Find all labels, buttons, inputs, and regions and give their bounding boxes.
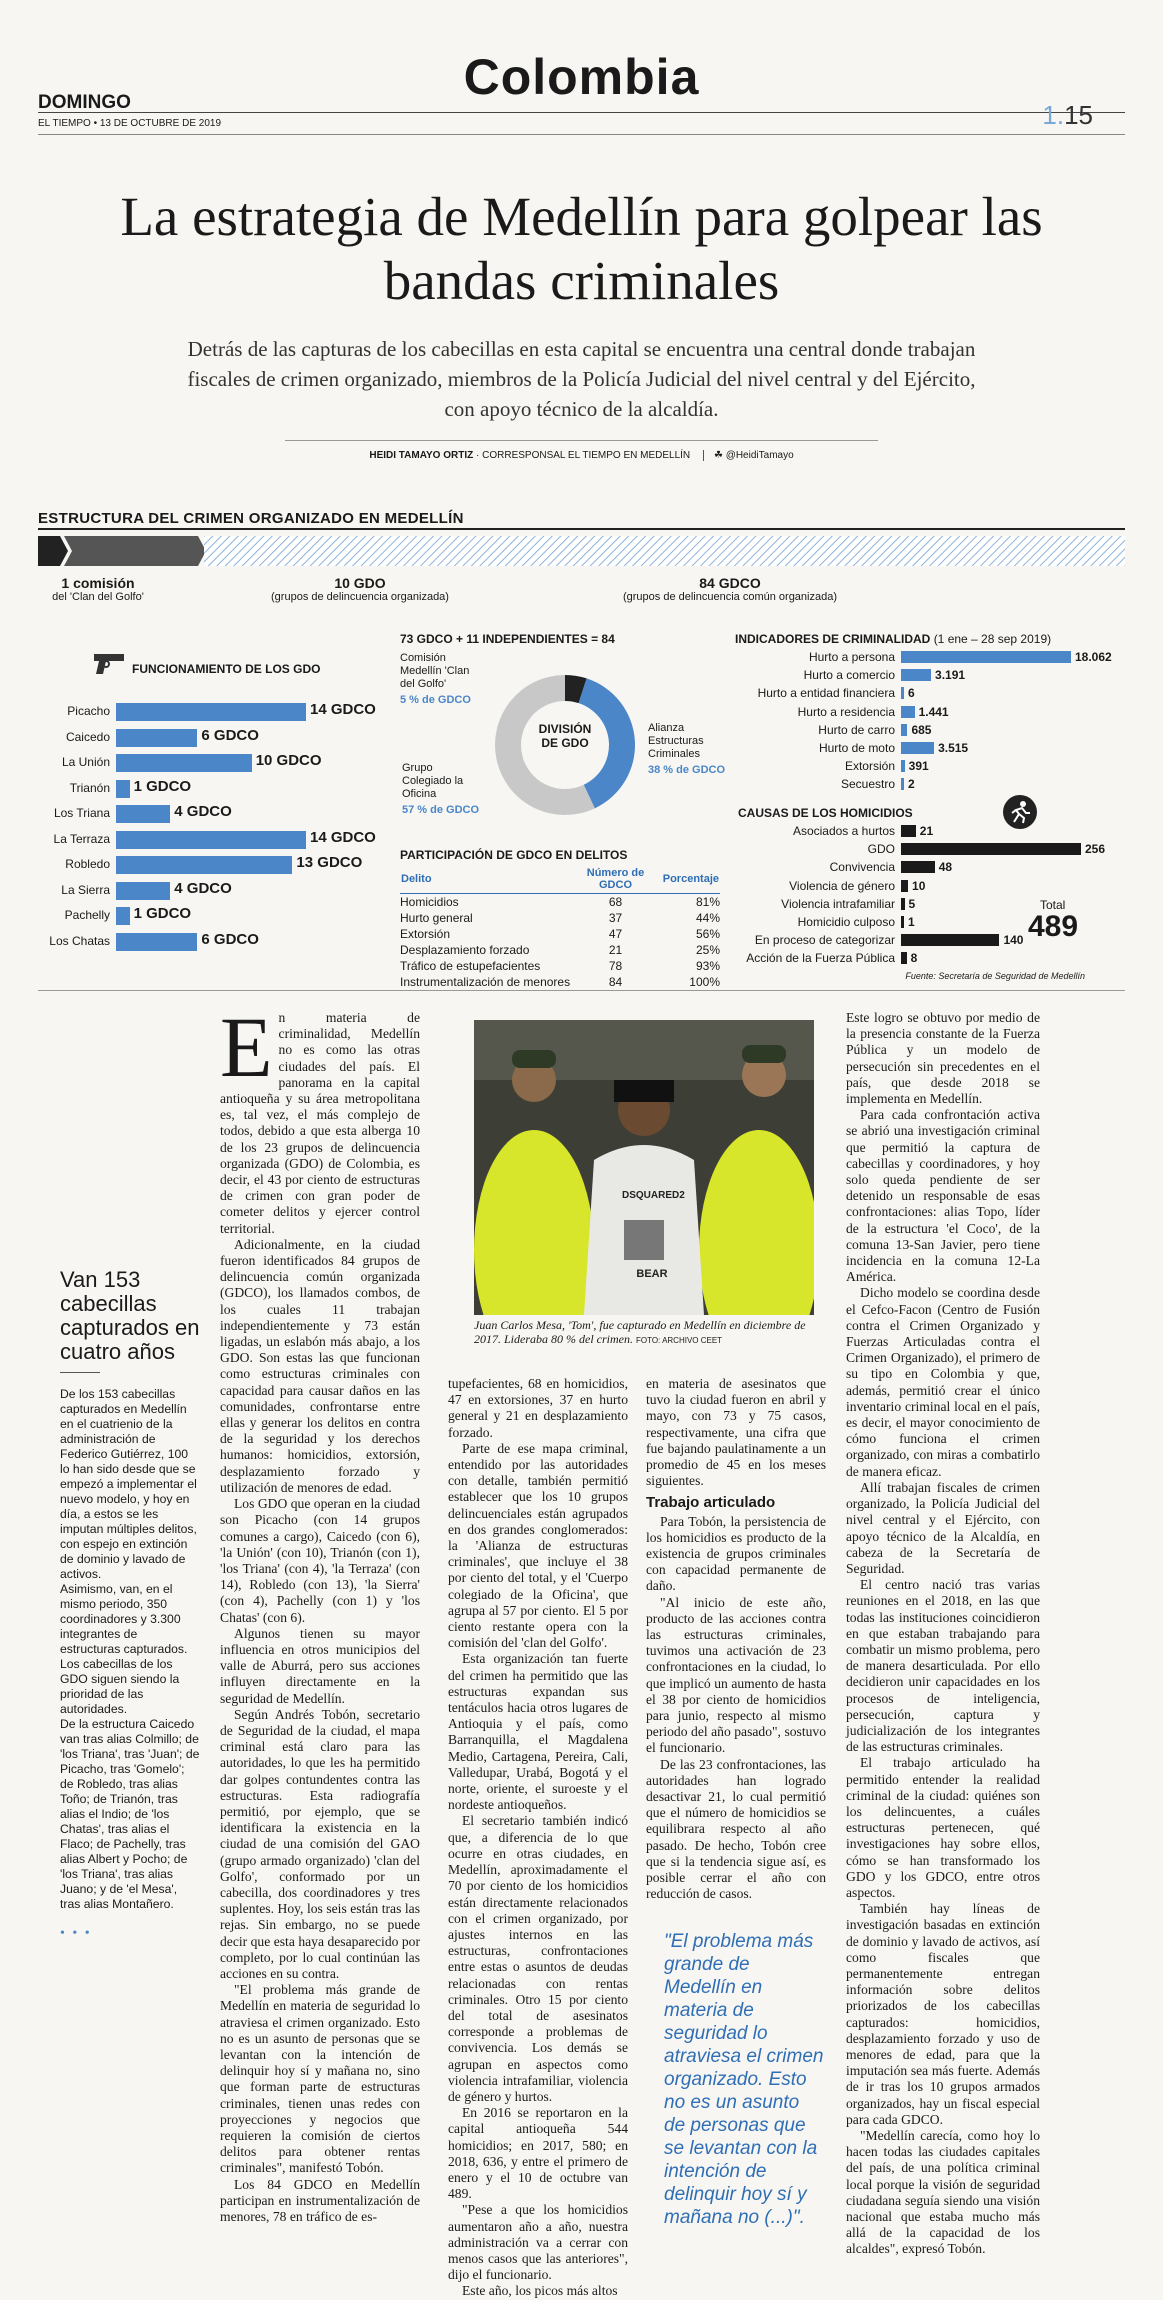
indicator-value: 3.515 — [938, 741, 969, 755]
homicidios-bar-chart — [735, 822, 1125, 972]
body-paragraph: Parte de ese mapa criminal, entendido por las autoridades con detalle, también permitió establecer que los 10 grupos delincuenciales están agrupados en dos grandes conglomerados: la 'Alianza de estructuras criminales', que incluye el 38 por ciento del total, y el 'Cuerpo colegiado de la Oficina', que agrupa al 57 por ciento. El 5 por ciento restante opera con la comisión del 'clan del Golfo'. — [448, 1440, 628, 1651]
body-paragraph: Esta organización tan fuerte del crimen ha permitido que las estructuras expandan sus tentáculos hacia otros lugares de Antioquia y el país, como Barranquilla, el Magdalena Medio, Cartagena, Pereira, Cali, Valledupar, Urabá, Bogotá y el norte, oriente, el suroeste y el nordeste antioqueños. — [448, 1651, 628, 1813]
gdo-bar-value: 14 GDCO — [310, 701, 376, 718]
indicator-bar — [901, 760, 905, 772]
twitter-handle[interactable] — [703, 450, 794, 461]
table-cell: 78 — [608, 959, 623, 973]
byline-rule — [285, 440, 878, 441]
slice-pct: 57 % de GDCO — [402, 804, 480, 816]
indicator-row — [735, 822, 1125, 839]
indicator-row — [735, 858, 1125, 875]
indicator-label: Hurto a entidad financiera — [757, 686, 895, 701]
indicator-value: 1.441 — [918, 704, 949, 719]
body-paragraph: El secretario también indicó que, a diferencia de lo que ocurre en otras ciudades, en Medellín, aproximadamente el 70 por ciento de los homicidios están directamente relacionados con el crimen organizado, por ajustes internos en las estructuras, confrontaciones entre estas o asuntos de deudas relacionadas con rentas criminales. Otro 15 por ciento del total de asesinatos corresponde a problemas de convivencia. Los demás se agrupan en aspectos como violencia intrafamiliar, violencia de género y hurtos. — [448, 1813, 628, 2104]
indicator-bar — [901, 916, 904, 928]
indicadores-bar-chart — [735, 648, 1125, 798]
page-digits: 15 — [1064, 100, 1093, 130]
table-row — [400, 910, 720, 926]
band-sub: (grupos de delincuencia común organizada) — [622, 591, 838, 603]
body-paragraph: Según Andrés Tobón, secretario de Seguridad de la ciudad, el mapa criminal está claro para las autoridades, lo que les ha permitido dar golpes contundentes contra las estructuras. Esta radiografía permitió, por ejemplo, que se identificara la existencia en la ciudad de una comisión del GAO (grupo armado organizado) 'clan del Golfo', conformado por un cabecilla, dos coordinadores y tres suplentes. Hoy, los seis están tras las rejas. Sin embargo, no se puede decir que esta haya desaparecido por completo, por lo cual continúan las acciones en su contra. — [220, 1706, 420, 1981]
indicator-row — [735, 648, 1125, 665]
gdo-bar — [116, 754, 252, 772]
body-paragraph: Este año, los picos más altos — [462, 2283, 618, 2299]
gun-icon — [92, 650, 126, 681]
table-row — [400, 942, 720, 958]
body-paragraph: También hay líneas de investigación basadas en extinción de dominio y lavado de activos, así como fiscales que permanentemente entregan información sobre delitos priorizados de los cabecillas capturados: homicidios, desplazamiento forzado y uso de menores de edad, para que la imputación sea más fuerte. Además de ir tras los 10 grupos armados organizados, hay un fiscal especial para cada GDCO. — [846, 1901, 1040, 2127]
body-paragraph: Este logro se obtuvo por medio de la presencia constante de la Fuerza Pública y un modelo de persecución sin precedentes en el país, que desde 2018 se implementa en Medellín. — [846, 1010, 1040, 1107]
slice-pct: 5 % de GDCO — [400, 694, 471, 706]
table-cell: 47 — [608, 927, 623, 941]
indicadores-title — [735, 632, 1051, 646]
sidebar-dots: • • • — [60, 1926, 92, 1941]
sidebar-paragraph: De los 153 cabecillas capturados en Medellín en el cuatrienio de la administración de Federico Gutiérrez, 100 lo han sido desde que se empezó a implementar el nuevo modelo, y hoy en día, a estos se les imputan múltiples delitos, con espejo en extinción de dominio y lavado de activos. — [60, 1387, 197, 1581]
indicator-row — [735, 840, 1125, 857]
page-prefix: 1. — [1042, 100, 1065, 130]
total-label: Total — [1040, 898, 1066, 912]
day-label: DOMINGO — [38, 92, 131, 113]
indicator-value: 685 — [911, 722, 932, 737]
header-rule — [38, 112, 1125, 113]
gdo-bar-chart — [38, 700, 398, 970]
body-paragraph: Dicho modelo se coordina desde el Cefco-Facon (Centro de Fusión contra el Crimen Organizado y Fuerzas Articuladas contra el Crimen Organizado), el primero de su tipo en Colombia y que, además, permitió crear el único inventario criminal local en el país, es decir, el mayor conocimiento de cómo funciona el crimen organizado, con miras a combatirlo de manera eficaz. — [846, 1285, 1040, 1479]
body-paragraph: De las 23 confrontaciones, las autoridades han logrado desactivar 21, lo cual permitió que el número de homicidios se equilibrara respecto al año pasado. De hecho, Tobón cree que si la tendencia sigue así, es posible cerrar el año con reducción de casos. — [646, 1756, 826, 1902]
indicator-bar — [901, 952, 907, 964]
table-cell: 68 — [608, 895, 623, 909]
indicator-label: Convivencia — [829, 860, 895, 875]
indicator-value: 140 — [1003, 933, 1024, 948]
table-cell: 56% — [695, 927, 720, 941]
indicator-bar — [901, 898, 905, 910]
slice-name: Comisión Medellín 'Clan del Golfo' — [400, 652, 470, 690]
gdo-bar-label: Pachelly — [64, 908, 110, 922]
caption-text: Juan Carlos Mesa, 'Tom', fue capturado en Medellín en diciembre de 2017. Lideraba 80 % del crimen. — [474, 1318, 806, 1346]
indicator-bar — [901, 880, 908, 892]
band-commission-segment — [38, 536, 68, 566]
slice-pct: 38 % de GDCO — [648, 764, 726, 776]
indicator-label: Asociados a hurtos — [792, 824, 895, 838]
body-paragraph: Los GDO que operan en la ciudad son Picacho (con 14 grupos comunes a cargo), Caicedo (con 6), 'la Unión' (con 10), Trianón (con 1), 'los Triana' (con 4), 'la Terraza' (con 14), Robledo (con 13), 'la Sierra' (con 4), Pachelly (con 1) y 'los Chatas' (con 6). — [220, 1496, 420, 1625]
gdo-bar — [116, 882, 170, 900]
indicator-value: 391 — [908, 759, 929, 774]
band-sub: (grupos de delincuencia organizada) — [271, 591, 449, 603]
table-cell: 81% — [695, 895, 720, 909]
band-value: 10 GDO — [334, 575, 386, 591]
gdo-bar-label: Trianón — [69, 780, 110, 795]
shirt-text: DSQUARED2 — [622, 1190, 685, 1201]
band-item-2 — [235, 575, 485, 603]
gdo-bar-value: 6 GDCO — [201, 930, 259, 948]
sidebar-paragraph: De la estructura Caicedo van tras alias Colmillo; de 'los Triana', tras 'Juan'; de Picacho, tras 'Gomelo'; de Robledo, tras alias Toño; de Trianón, tras alias el Indio; de 'los Chatas', tras alias el Flaco; de Pachelly, tras alias Albert y Pocho; de 'los Triana', tras alias Juano; y de 'el Mesa', tras alias Montañero. — [60, 1717, 200, 1911]
indicator-value: 48 — [938, 860, 953, 875]
infographic-bottom-rule — [38, 990, 1125, 991]
section-title: Colombia — [463, 49, 700, 105]
body-paragraph: "Al inicio de este año, producto de las acciones contra las estructuras criminales, tuvimos una activación de 23 confrontaciones en la ciudad, lo que implicó un aumento de hasta el 38 por ciento de homicidios para junio, respecto al mismo periodo del año pasado", sostuvo el funcionario. — [646, 1594, 826, 1756]
band-gdo-segment — [64, 536, 206, 566]
band-value: 1 comisión — [61, 575, 135, 591]
gdo-bar — [116, 907, 130, 925]
gdo-bar-row — [38, 930, 398, 954]
gdo-bar-row — [38, 726, 398, 750]
homicidios-title: CAUSAS DE LOS HOMICIDIOS — [738, 806, 913, 820]
indicadores-subtitle: (1 ene – 28 sep 2019) — [933, 632, 1052, 646]
indicator-row — [735, 666, 1125, 683]
gdo-bar-row — [38, 853, 398, 877]
body-paragraph: en materia de asesinatos que tuvo la ciudad fueron en abril y mayo, con 73 y 75 casos, respectivamente, una cifra que fue bajando paulatinamente a un promedio de 45 en los meses siguientes. — [646, 1376, 826, 1489]
twitter-text: @HeidiTamayo — [725, 450, 794, 461]
gdo-bar-value: 6 GDCO — [201, 726, 259, 744]
indicator-label: GDO — [867, 842, 895, 857]
table-cell: 100% — [689, 975, 720, 989]
gdo-bar-label: Caicedo — [65, 729, 110, 744]
participacion-title: PARTICIPACIÓN DE GDCO EN DELITOS — [400, 848, 628, 862]
table-cell: Tráfico de estupefacientes — [400, 959, 541, 973]
dateline: EL TIEMPO • 13 DE OCTUBRE DE 2019 — [38, 118, 222, 129]
total-value: 489 — [1028, 910, 1079, 943]
gdo-bar-value: 1 GDCO — [133, 905, 192, 922]
table-cell: Homicidios — [400, 895, 459, 909]
col-header: Delito — [400, 866, 572, 894]
headline: La estrategia de Medellín para golpear las bandas criminales — [120, 186, 1043, 311]
drop-cap: E — [220, 999, 273, 1095]
band-gdco-segment — [204, 536, 1125, 566]
band-item-3 — [600, 575, 860, 603]
photo-caption — [474, 1318, 814, 1348]
indicator-row — [735, 739, 1125, 756]
gdo-bar-row — [38, 751, 398, 775]
indicator-label: Extorsión — [844, 759, 895, 774]
gdo-bar-label: Los Triana — [53, 806, 110, 820]
slice-name: Grupo Colegiado la Oficina — [402, 762, 464, 800]
indicator-row — [735, 684, 1125, 701]
table-cell: 93% — [695, 959, 720, 973]
indicator-label: Violencia intrafamiliar — [781, 896, 895, 911]
news-photo — [474, 1020, 814, 1315]
col-header: Porcentaje — [659, 866, 720, 894]
indicator-label: Hurto de moto — [818, 741, 895, 755]
sidebar-title: Van 153 cabecillas capturados en cuatro años — [60, 1267, 200, 1364]
gdo-bar-value: 14 GDCO — [310, 828, 376, 846]
gdo-bar — [116, 703, 306, 721]
indicator-label: Violencia de género — [789, 878, 895, 893]
indicator-label: Homicidio culposo — [797, 915, 895, 929]
indicator-label: Hurto a residencia — [797, 704, 895, 719]
indicator-bar — [901, 778, 904, 790]
indicator-label: Hurto a persona — [808, 650, 895, 664]
table-cell: 21 — [608, 943, 623, 957]
gdo-bar — [116, 831, 306, 849]
indicator-value: 2 — [908, 777, 915, 792]
table-cell: Hurto general — [400, 911, 473, 925]
structure-band — [38, 532, 1125, 570]
indicator-label: Secuestro — [840, 777, 895, 792]
indicator-value: 21 — [919, 824, 934, 838]
body-paragraph: Los 84 GDCO en Medellín participan en instrumentalización de menores, 78 en tráfico de es- — [220, 2176, 420, 2225]
sidebar-paragraph: Los cabecillas de los GDO siguen siendo la prioridad de las autoridades. — [60, 1657, 180, 1716]
gdo-bar-row — [38, 802, 398, 826]
indicator-value: 256 — [1085, 842, 1106, 857]
infographic-rule — [38, 528, 1125, 530]
infographic-source: Fuente: Secretaría de Seguridad de Medellín — [905, 971, 1085, 981]
infographic-title: ESTRUCTURA DEL CRIMEN ORGANIZADO EN MEDELLÍN — [38, 510, 464, 527]
indicator-bar — [901, 669, 931, 681]
body-paragraph: "Pese a que los homicidios aumentaron año a año, nuestra administración va a cerrar con menos casos que las anteriores", dijo el funcionario. — [448, 2202, 628, 2283]
gdo-bar-value: 1 GDCO — [133, 777, 192, 795]
shirt-text-2: BEAR — [636, 1268, 668, 1280]
sidebar-paragraph: Asimismo, van, en el mismo periodo, 350 coordinadores y 3.300 integrantes de estructuras capturados. — [60, 1582, 188, 1656]
donut-label-oficina — [402, 762, 482, 817]
table-row — [400, 926, 720, 942]
band-item-1 — [38, 575, 158, 603]
body-paragraph: "Medellín carecía, como hoy lo hacen todas las ciudades capitales del país, de una política criminal local porque la visión de seguridad ciudadana seguía siendo una visión nacional que estaba mucho más allá de la capacidad de los alcaldes", expresó Tobón. — [846, 2128, 1040, 2257]
gdo-bar — [116, 933, 197, 951]
indicator-value: 8 — [910, 951, 918, 966]
band-value: 84 GDCO — [699, 575, 761, 591]
indicator-bar — [901, 651, 1071, 663]
indicator-bar — [901, 843, 1081, 855]
slice-name: Alianza Estructuras Criminales — [648, 722, 704, 760]
gdo-bar-label: Los Chatas — [49, 933, 110, 948]
indicator-label: Hurto a comercio — [803, 668, 895, 683]
gdo-bar-row — [38, 700, 398, 724]
table-row — [400, 894, 720, 911]
column-4 — [846, 1010, 1040, 2258]
indicator-label: Hurto de carro — [818, 722, 895, 737]
column-1 — [220, 999, 420, 2225]
body-paragraph: tupefacientes, 68 en homicidios, 47 en extorsiones, 37 en hurto general y 21 en desplazamiento forzado. — [448, 1376, 628, 1440]
body-paragraph: Adicionalmente, en la ciudad fueron identificados 84 grupos de delincuencia común organizada (GDCO), los llamados combos, de los cuales 11 trabajan independientemente y 73 están ligadas, un eslabón más abajo, a los GDO. Son estas las que funcionan como estructuras criminales con capacidad para causar daños en las comunidades, confrontarse entre ellas y generar los delitos en contra de la seguridad y los derechos humanos: homicidios, extorsión, desplazamiento forzado y utilización de menores de edad. — [220, 1236, 420, 1495]
donut-title: 73 GDCO + 11 INDEPENDIENTES = 84 — [400, 632, 615, 646]
indicator-row — [735, 877, 1125, 894]
gdo-bar-label: La Unión — [61, 755, 110, 769]
indicadores-title-text: INDICADORES DE CRIMINALIDAD — [735, 632, 931, 646]
table-cell: 25% — [695, 943, 720, 957]
gdo-bar-row — [38, 828, 398, 852]
body-paragraph: n materia de criminalidad, Medellín no es como las otras ciudades del país. El panorama en la capital antioqueña y su área metropolitana es, tal vez, el más complejo de todos, debido a que esta alberga 10 de los 23 grupos de delincuencia organizada (GDO) de Colombia, es decir, el 43 por ciento de estructuras de crimen con gran poder de cometer delitos y ejercer control territorial. — [220, 1010, 420, 1236]
header-rule-2 — [38, 134, 1125, 135]
gdo-bar-label: Picacho — [67, 704, 110, 718]
body-paragraph: En 2016 se reportaron en la capital antioqueña 544 homicidios; en 2017, 580; en 2018, 636, y entre el primero de enero y el 10 de octubre van 489. — [448, 2105, 628, 2202]
indicator-label: Acción de la Fuerza Pública — [746, 951, 895, 966]
gdo-title: FUNCIONAMIENTO DE LOS GDO — [132, 662, 321, 676]
gdo-bar-row — [38, 879, 398, 903]
donut-center-label: DIVISIÓN DE GDO — [538, 722, 592, 750]
gdo-bar-label: La Terraza — [53, 831, 110, 846]
byline-role: · CORRESPONSAL EL TIEMPO EN MEDELLÍN — [473, 450, 691, 461]
indicator-bar — [901, 934, 999, 946]
body-paragraph: Para cada confrontación activa se abrió una investigación criminal que permitió la captura de cabecillas y coordinadores, y hoy solo queda pendiente de ser detenido un responsable de esas confrontaciones: alias Topo, líder de la estructura 'el Coco', de la comuna 13-San Javier, pero tiene incidencia en la comuna 12-La América. — [846, 1107, 1040, 1285]
sidebar-rule — [60, 1372, 100, 1373]
byline-name: HEIDI TAMAYO ORTIZ — [369, 450, 474, 461]
table-cell: 84 — [608, 975, 623, 989]
indicator-bar — [901, 825, 916, 837]
gdo-bar — [116, 805, 170, 823]
indicator-value: 1 — [908, 915, 915, 929]
indicator-bar — [901, 742, 934, 754]
gdo-bar-label: Robledo — [65, 857, 110, 871]
gdo-bar-row — [38, 904, 398, 928]
sidebar — [60, 1268, 200, 1942]
subheading: Trabajo articulado — [646, 1494, 776, 1512]
column-2 — [448, 1376, 628, 2300]
byline — [0, 450, 1163, 461]
body-paragraph: "El problema más grande de Medellín en materia de seguridad lo atraviesa el crimen organizado. Esto no es un asunto de personas que se levantan con la intención de delinquir hoy sí y mañana no, sino que forman parte de estructuras criminales, tienen unas redes con proyecciones y negocios que requieren la comisión de ciertos delitos para obtener rentas criminales", manifestó Tobón. — [220, 1982, 420, 2176]
gdo-bar-value: 4 GDCO — [174, 803, 232, 820]
indicator-row — [735, 949, 1125, 966]
body-paragraph: El trabajo articulado ha permitido entender la realidad criminal de la ciudad: quiénes son los delincuentes, a cuáles estructuras pertenecen, qué investigaciones hay sobre ellos, cómo se han transformado los GDO y los GDCO, entre otros aspectos. — [846, 1755, 1040, 1900]
gdo-bar-value: 13 GDCO — [296, 854, 363, 871]
table-cell: Extorsión — [400, 927, 451, 941]
deck: Detrás de las capturas de los cabecillas en esta capital se encuentra una central donde trabajan fiscales de crimen organizado, miembros de la Policía Judicial del nivel central y del Ejército, con apoyo técnico de la alcaldía. — [187, 337, 976, 421]
band-sub: del 'Clan del Golfo' — [52, 591, 144, 603]
gdo-bar — [116, 780, 130, 798]
gdo-bar-row — [38, 777, 398, 801]
indicator-bar — [901, 861, 935, 873]
column-3 — [646, 1376, 826, 1903]
donut-label-alianza — [648, 722, 738, 777]
indicator-bar — [901, 724, 907, 736]
body-paragraph: El centro nació tras varias reuniones en el 2018, en las que todas las instituciones coincidieron en que estaban trabajando para combatir un mismo problema, pero de manera desarticulada. Por ello decidieron unir capacidades en los procesos de inteligencia, persecución, captura y judicialización de los integrantes de las estructuras criminales. — [846, 1577, 1040, 1755]
gdo-bar-value: 10 GDCO — [255, 752, 322, 769]
table-cell: Instrumentalización de menores — [400, 975, 571, 989]
indicator-value: 10 — [912, 878, 926, 893]
twitter-icon: ☘ — [713, 450, 723, 461]
gdo-bar-label: La Sierra — [61, 882, 110, 897]
indicator-value: 5 — [908, 896, 916, 911]
gdo-bar — [116, 856, 292, 874]
gdo-bar — [116, 729, 197, 747]
donut-label-clan — [400, 652, 480, 707]
body-paragraph: Algunos tienen su mayor influencia en otros municipios del valle de Aburrá, pero sus acciones influyen directamente en la seguridad de Medellín. — [220, 1625, 420, 1706]
pull-quote: "El problema más grande de Medellín en materia de seguridad lo atraviesa el crimen organizado. Esto no es un asunto de personas que se levantan con la intención de delinquir hoy sí y mañana no (...)". — [664, 1931, 824, 2228]
body-paragraph: Para Tobón, la persistencia de los homicidios es producto de la existencia de grupos criminales con capacidad permanente de daño. — [646, 1513, 826, 1594]
indicator-row — [735, 703, 1125, 720]
indicator-row — [735, 721, 1125, 738]
table-cell: Desplazamiento forzado — [400, 943, 530, 957]
body-paragraph: Allí trabajan fiscales de crimen organizado, la Policía Judicial del nivel central y el Ejército, con apoyo técnico de la Alcaldía, en cabeza de la Secretaría de Seguridad. — [846, 1479, 1040, 1576]
table-cell: 44% — [695, 911, 720, 925]
table-cell: 37 — [608, 911, 623, 925]
indicator-label: En proceso de categorizar — [754, 933, 895, 948]
indicator-row — [735, 775, 1125, 792]
gdo-bar-value: 4 GDCO — [174, 879, 232, 897]
photo-credit: FOTO: ARCHIVO CEET — [635, 1336, 723, 1345]
col-header: Número de GDCO — [572, 866, 659, 894]
indicator-row — [735, 757, 1125, 774]
indicator-value: 18.062 — [1075, 650, 1112, 664]
indicator-bar — [901, 706, 915, 718]
indicator-value: 3.191 — [935, 668, 966, 683]
indicator-bar — [901, 687, 904, 699]
page-number — [1042, 100, 1093, 131]
indicator-value: 6 — [908, 686, 915, 701]
